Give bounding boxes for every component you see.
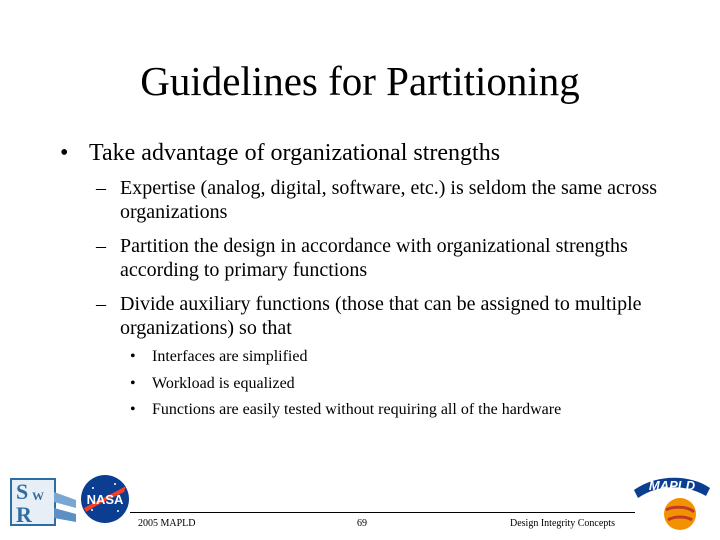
bullet-icon: • xyxy=(130,348,136,365)
bullet-icon: • xyxy=(130,401,136,418)
footer-right: Design Integrity Concepts xyxy=(510,518,615,529)
footer-left: 2005 MAPLD xyxy=(138,518,196,529)
sub-bullet-text: Partition the design in accordance with organizational strengths according to primary functions xyxy=(120,235,628,281)
dash-icon: – xyxy=(96,293,106,315)
bullet-icon: • xyxy=(130,375,136,392)
sub-sub-bullet-text: Functions are easily tested without requiring all of the hardware xyxy=(152,401,562,418)
sub-sub-bullet-text: Workload is equalized xyxy=(152,375,295,392)
svg-text:S: S xyxy=(16,479,29,504)
footer-divider xyxy=(130,512,635,513)
bullet-text: Take advantage of organizational strengths xyxy=(89,140,501,166)
dash-icon: – xyxy=(96,235,106,257)
bullet-icon: • xyxy=(60,140,69,166)
sr-logo-icon xyxy=(10,478,78,528)
sub-bullet-text: Divide auxiliary functions (those that can be assigned to multiple organizations) so that xyxy=(120,293,642,339)
slide-title: Guidelines for Partitioning xyxy=(140,58,580,104)
svg-text:W: W xyxy=(32,489,44,503)
page-number: 69 xyxy=(357,518,367,529)
sub-sub-bullet-text: Interfaces are simplified xyxy=(152,348,308,365)
svg-text:R: R xyxy=(16,502,32,527)
mapld-logo-text: MAPLD xyxy=(648,478,696,493)
dash-icon: – xyxy=(96,177,106,199)
nasa-logo-text: NASA xyxy=(86,492,124,507)
mapld-logo-icon xyxy=(626,470,714,534)
nasa-logo-icon xyxy=(80,474,130,524)
sub-bullet-text: Expertise (analog, digital, software, etc.) is seldom the same across organizations xyxy=(120,177,658,223)
